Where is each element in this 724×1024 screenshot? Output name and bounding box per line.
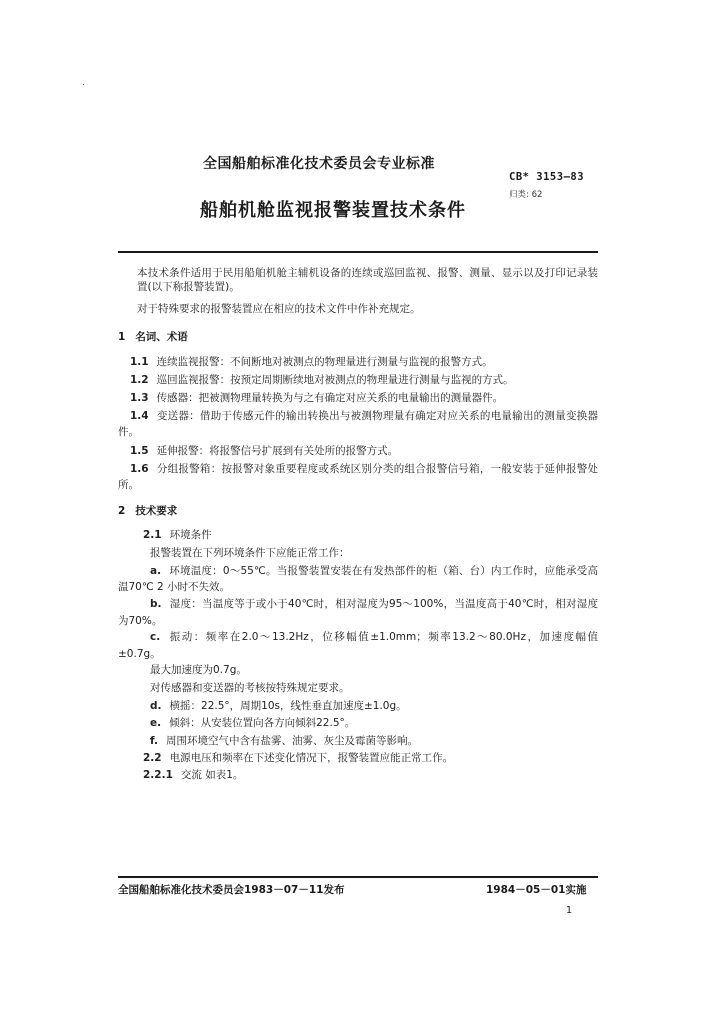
clause-number: 1.3 bbox=[130, 392, 149, 404]
clause-2-2 bbox=[143, 751, 453, 765]
clause-title: 环境条件 bbox=[169, 529, 212, 541]
footer-rule bbox=[118, 876, 598, 878]
section-number: 1 bbox=[118, 331, 126, 343]
item-text: 振动：频率在2.0～13.2Hz，位移幅值±1.0mm；频率13.2～80.0Hz，加速度幅值±0.7g。 bbox=[118, 631, 598, 660]
issue-date: 全国船舶标准化技术委员会1983－07－11发布 bbox=[118, 884, 345, 896]
clause-text: 传感器：把被测物理量转换为与之有确定对应关系的电量输出的测量器件。 bbox=[156, 392, 504, 404]
item-a bbox=[118, 563, 598, 595]
clause-number: 2.2.1 bbox=[143, 769, 173, 781]
clause-1-6 bbox=[118, 461, 598, 493]
clause-text: 延伸报警：将报警信号扩展到有关处所的报警方式。 bbox=[156, 445, 399, 457]
item-b bbox=[118, 596, 598, 630]
clause-1-5 bbox=[130, 444, 398, 458]
item-text: 周围环境空气中含有盐雾、油雾、灰尘及霉菌等影响。 bbox=[165, 735, 418, 747]
clause-number: 1.4 bbox=[130, 410, 149, 422]
item-label: b. bbox=[150, 598, 162, 610]
item-text: 湿度：当温度等于或小于40℃时，相对湿度为95～100%，当温度高于40℃时，相对湿度为70%。 bbox=[118, 598, 598, 627]
section-1-heading bbox=[118, 329, 188, 344]
clause-number: 1.5 bbox=[130, 445, 149, 457]
clause-number: 2.2 bbox=[143, 752, 162, 764]
intro-paragraph-1: 本技术条件适用于民用船舶机舱主辅机设备的连续或巡回监视、报警、测量、显示以及打印记录装置(以下称报警装置)。 bbox=[137, 267, 598, 293]
item-text: 横摇：22.5°，周期10s，线性垂直加速度±1.0g。 bbox=[169, 700, 407, 712]
clause-1-3 bbox=[130, 391, 503, 405]
document-title: 船舶机舱监视报警装置技术条件 bbox=[200, 200, 466, 221]
section-title: 名词、术语 bbox=[135, 331, 188, 343]
standard-code: CB* 3153—83 bbox=[509, 171, 585, 183]
clause-number: 1.6 bbox=[130, 463, 149, 475]
page-number: 1 bbox=[566, 905, 573, 916]
clause-1-1 bbox=[130, 355, 493, 369]
clause-number: 2.1 bbox=[143, 529, 162, 541]
clause-text: 交流 如表1。 bbox=[180, 769, 244, 781]
clause-number: 1.2 bbox=[130, 374, 149, 386]
item-label: f. bbox=[150, 735, 158, 747]
item-c-extra-1: 最大加速度为0.7g。 bbox=[150, 664, 247, 676]
clause-text: 分组报警箱：按报警对象重要程度或系统区别分类的组合报警信号箱，一般安装于延伸报警处所。 bbox=[118, 463, 598, 491]
item-text: 环境温度：0～55℃。当报警装置安装在有发热部件的柜（箱、台）内工作时，应能承受高温70℃ 2 小时不失效。 bbox=[118, 565, 598, 593]
clause-text: 巡回监视报警：按预定周期断续地对被测点的物理量进行测量与监视的方式。 bbox=[156, 374, 514, 386]
clause-text: 变送器：借助于传感元件的输出转换出与被测物理量有确定对应关系的电量输出的测量变换器件。 bbox=[118, 410, 598, 438]
scan-speck bbox=[83, 84, 84, 85]
intro-paragraph-2: 对于特殊要求的报警装置应在相应的技术文件中作补充规定。 bbox=[137, 303, 421, 315]
item-f bbox=[150, 734, 418, 748]
section-number: 2 bbox=[118, 505, 126, 517]
clause-1-2 bbox=[130, 373, 514, 387]
classification: 归类: 62 bbox=[509, 190, 543, 200]
clause-2-1-intro: 报警装置在下列环境条件下应能正常工作： bbox=[150, 547, 350, 559]
item-d bbox=[150, 699, 407, 713]
clause-2-2-1 bbox=[143, 768, 243, 782]
clause-1-4 bbox=[118, 408, 598, 440]
item-text: 倾斜：从安装位置向各方向倾斜22.5°。 bbox=[169, 717, 356, 729]
item-label: d. bbox=[150, 700, 162, 712]
implementation-date: 1984－05－01实施 bbox=[486, 884, 587, 896]
item-label: c. bbox=[150, 631, 161, 643]
item-c bbox=[118, 629, 598, 663]
section-title: 技术要求 bbox=[135, 505, 178, 517]
section-2-heading bbox=[118, 503, 177, 518]
clause-2-1-heading bbox=[143, 528, 212, 542]
item-e bbox=[150, 716, 355, 730]
item-c-extra-2: 对传感器和变送器的考核按特殊规定要求。 bbox=[150, 682, 350, 694]
header-rule bbox=[118, 251, 598, 253]
item-label: a. bbox=[150, 565, 162, 577]
clause-text: 电源电压和频率在下述变化情况下，报警装置应能正常工作。 bbox=[169, 752, 454, 764]
clause-text: 连续监视报警：不间断地对被测点的物理量进行测量与监视的报警方式。 bbox=[156, 356, 493, 368]
item-label: e. bbox=[150, 717, 162, 729]
issuing-organization: 全国船舶标准化技术委员会专业标准 bbox=[203, 156, 435, 172]
clause-number: 1.1 bbox=[130, 356, 149, 368]
